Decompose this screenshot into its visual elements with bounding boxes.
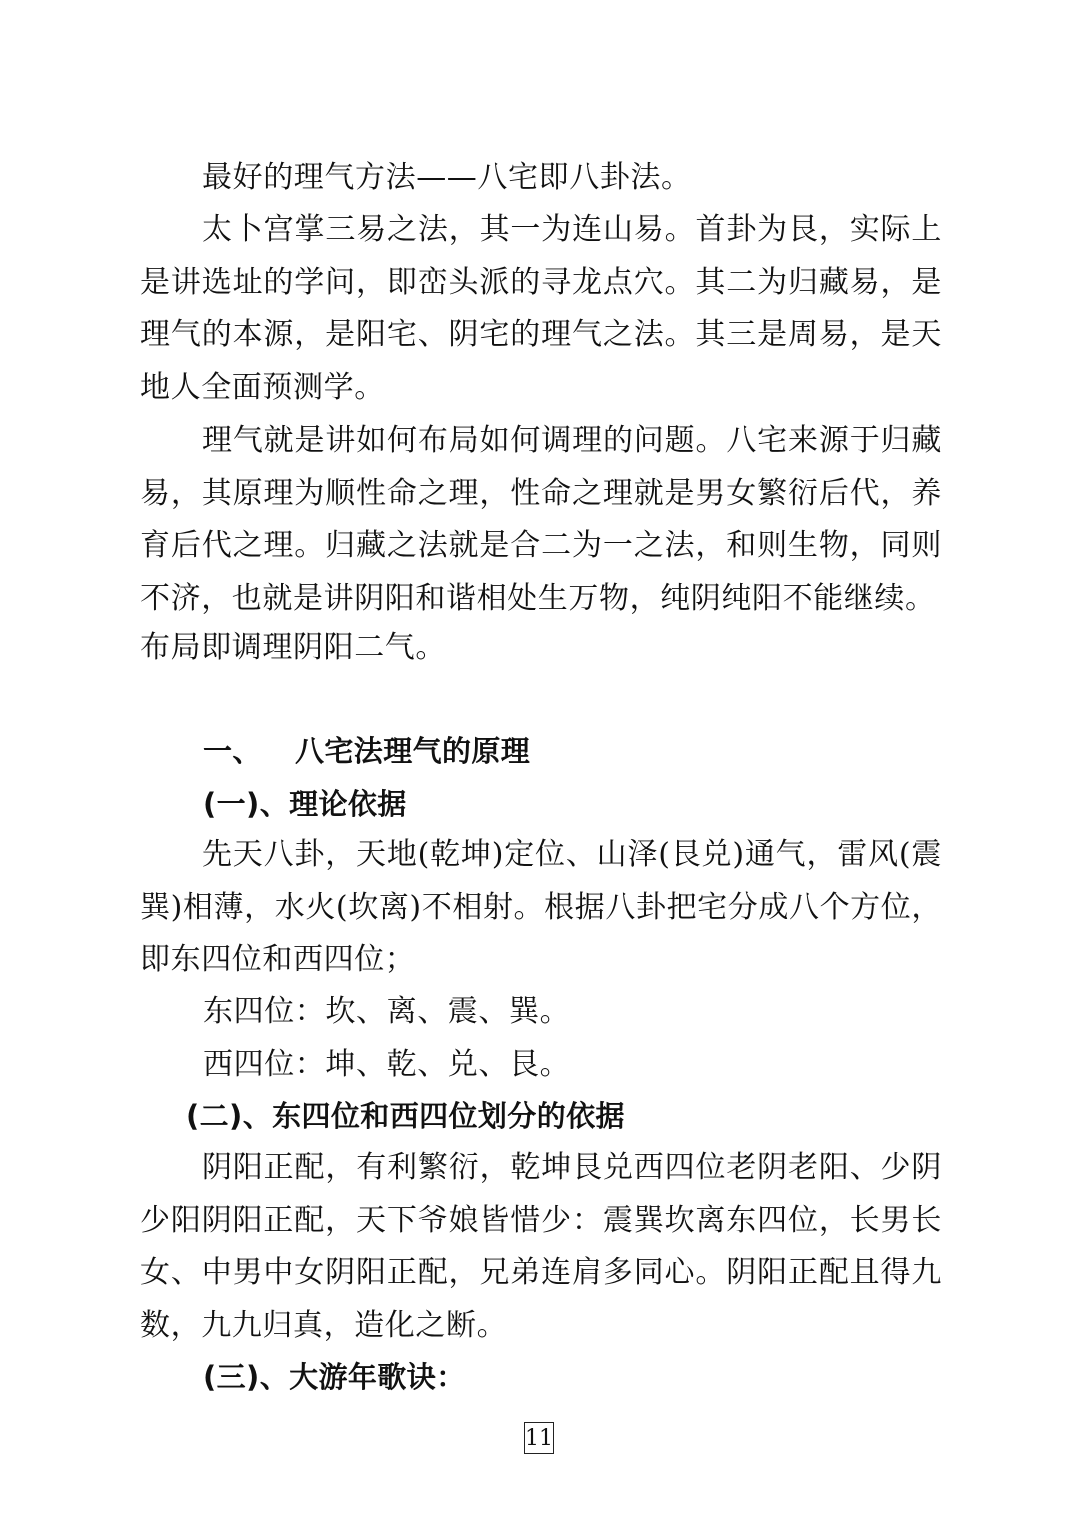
subsection-1-paragraph: 先天八卦，天地(乾坤)定位、山泽(艮兑)通气，雷风(震巽)相薄，水火(坎离)不相射。根据八卦把宅分成八个方位，即东四位和西四位； xyxy=(140,837,942,977)
east-four-positions: 东四位：坎、离、震、巽。 xyxy=(203,994,571,1029)
subsection-heading-3: (三)、大游年歌诀： xyxy=(203,1360,466,1394)
intro-paragraph-4: 布局即调理阴阳二气。 xyxy=(140,630,446,665)
subsection-2-paragraph: 阴阳正配，有利繁衍，乾坤艮兑西四位老阴老阳、少阴少阳阴阳正配，天下爷娘皆惜少：震巽坎离东四位，长男长女、中男中女阴阳正配，兄弟连肩多同心。阴阳正配且得九数，九九归真，造化之断。 xyxy=(140,1150,942,1343)
intro-paragraph-1: 最好的理气方法——八宅即八卦法。 xyxy=(202,160,692,195)
page-number: 11 xyxy=(524,1422,554,1454)
intro-paragraph-3: 理气就是讲如何布局如何调理的问题。八宅来源于归藏易，其原理为顺性命之理，性命之理就是男女繁衍后代，养育后代之理。归藏之法就是合二为一之法，和则生物，同则不济，也就是讲阴阳和谐相处生万物，纯阴纯阳不能继续。 xyxy=(140,423,942,616)
section-heading xyxy=(203,731,530,771)
section-number: 一、 xyxy=(203,734,262,768)
subsection-heading-2: (二)、东四位和西四位划分的依据 xyxy=(186,1099,625,1133)
intro-paragraph-2: 太卜宫掌三易之法，其一为连山易。首卦为艮，实际上是讲选址的学问，即峦头派的寻龙点穴。其二为归藏易，是理气的本源，是阳宅、阴宅的理气之法。其三是周易，是天地人全面预测学。 xyxy=(140,212,942,405)
section-title: 八宅法理气的原理 xyxy=(295,734,531,768)
subsection-heading-1: (一)、理论依据 xyxy=(203,787,407,821)
west-four-positions: 西四位：坤、乾、兑、艮。 xyxy=(203,1047,571,1082)
